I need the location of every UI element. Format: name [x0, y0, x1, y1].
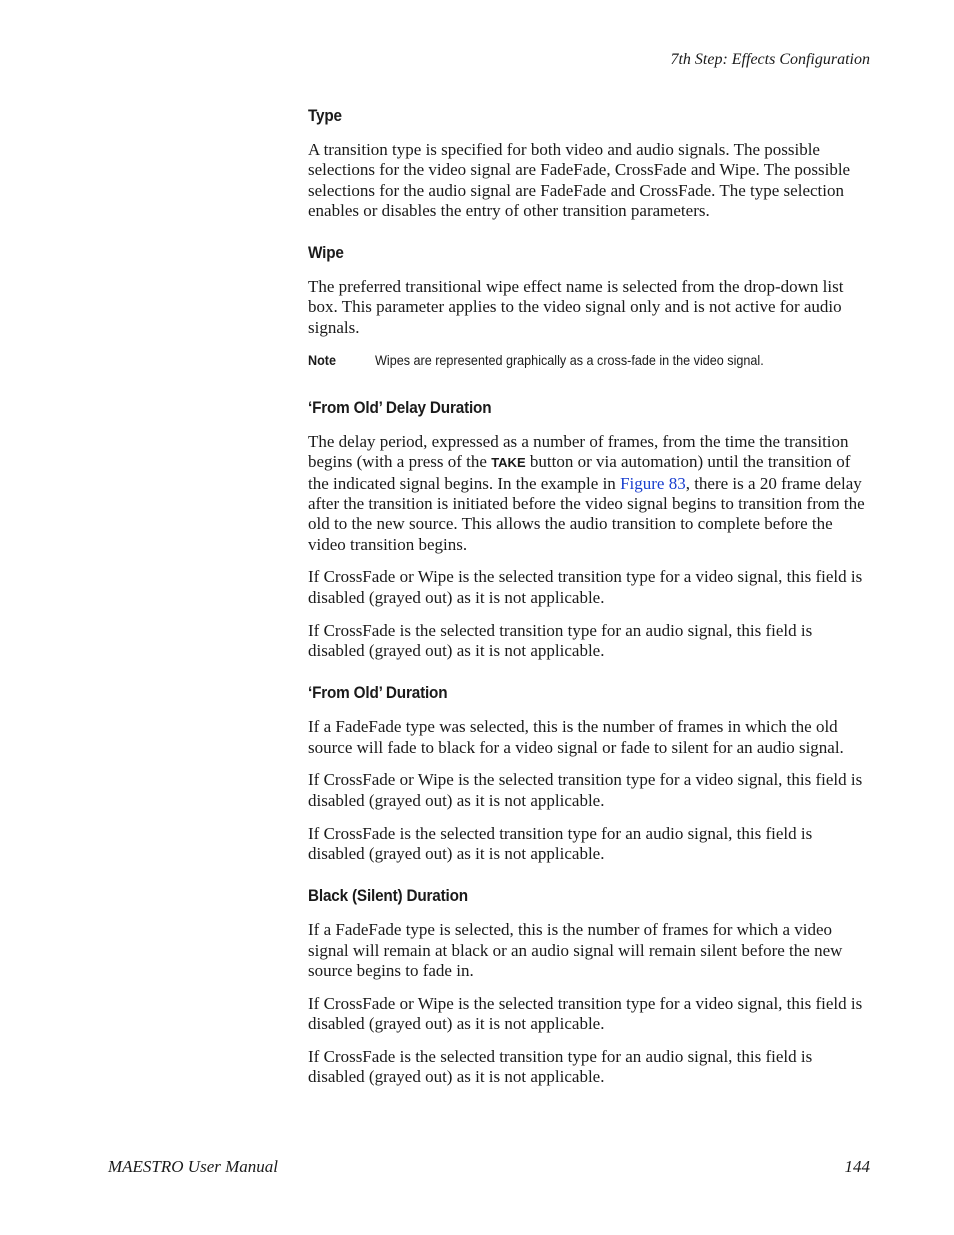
- section-from-old-delay: [308, 398, 872, 661]
- section-heading: Type: [308, 106, 342, 125]
- running-header: 7th Step: Effects Configuration: [670, 51, 870, 68]
- section-heading: Wipe: [308, 243, 344, 263]
- section-from-old-duration: [308, 683, 872, 864]
- paragraph: If a FadeFade type is selected, this is the number of frames for which a video signal will remain at black or an audio signal will remain silent before the new source begins to fade in.: [308, 920, 843, 980]
- paragraph: If CrossFade is the selected transition type for an audio signal, this field is disabled (grayed out) as it is not applicable.: [308, 823, 813, 863]
- paragraph: If CrossFade or Wipe is the selected transition type for a video signal, this field is disabled (grayed out) as it is not applicable.: [308, 567, 863, 607]
- take-button-reference: TAKE: [491, 455, 526, 471]
- note: [308, 352, 872, 368]
- section-heading: Black (Silent) Duration: [308, 886, 468, 906]
- section-heading: ‘From Old’ Duration: [308, 683, 448, 703]
- figure-link[interactable]: Figure 83: [620, 473, 686, 493]
- note-text: Wipes are represented graphically as a cross-fade in the video signal.: [375, 352, 764, 369]
- section-type: [308, 106, 872, 221]
- footer-page-number: 144: [844, 1157, 870, 1176]
- paragraph: If CrossFade is the selected transition type for an audio signal, this field is disabled (grayed out) as it is not applicable.: [308, 620, 813, 660]
- paragraph: The preferred transitional wipe effect name is selected from the drop-down list box. This parameter applies to the video signal only and is not active for audio signals.: [308, 277, 844, 337]
- paragraph: If CrossFade or Wipe is the selected transition type for a video signal, this field is disabled (grayed out) as it is not applicable.: [308, 993, 863, 1033]
- paragraph-text: The delay period, expressed as a number of frames, from the time the transition begins (with a press of the: [308, 432, 849, 472]
- paragraph: If CrossFade is the selected transition type for an audio signal, this field is disabled (grayed out) as it is not applicable.: [308, 1046, 813, 1087]
- footer-manual-title: MAESTRO User Manual: [108, 1157, 278, 1176]
- paragraph: A transition type is specified for both video and audio signals. The possible selections for the video signal are FadeFade, CrossFade and Wipe. The possible selections for the audio signal are FadeFade and CrossFade. The type selection enables or disables the entry of other transition parameters.: [308, 140, 851, 220]
- page-content: [308, 106, 872, 1109]
- paragraph: If a FadeFade type was selected, this is the number of frames in which the old source will fade to black for a video signal or fade to silent for an audio signal.: [308, 717, 844, 757]
- note-label: Note: [308, 352, 337, 369]
- section-black-duration: [308, 886, 872, 1087]
- section-heading: ‘From Old’ Delay Duration: [308, 398, 492, 418]
- paragraph-text: , there is a 20 frame delay after the transition is initiated before the video signal begins to transition from the old to the new source. This allows the audio transition to complete before the video transition begins.: [308, 473, 865, 554]
- paragraph-text: button or via automation) until the transition of the indicated signal begins. In the example in: [308, 452, 851, 493]
- paragraph: [308, 432, 872, 555]
- paragraph: If CrossFade or Wipe is the selected transition type for a video signal, this field is disabled (grayed out) as it is not applicable.: [308, 770, 863, 810]
- section-wipe: [308, 243, 872, 368]
